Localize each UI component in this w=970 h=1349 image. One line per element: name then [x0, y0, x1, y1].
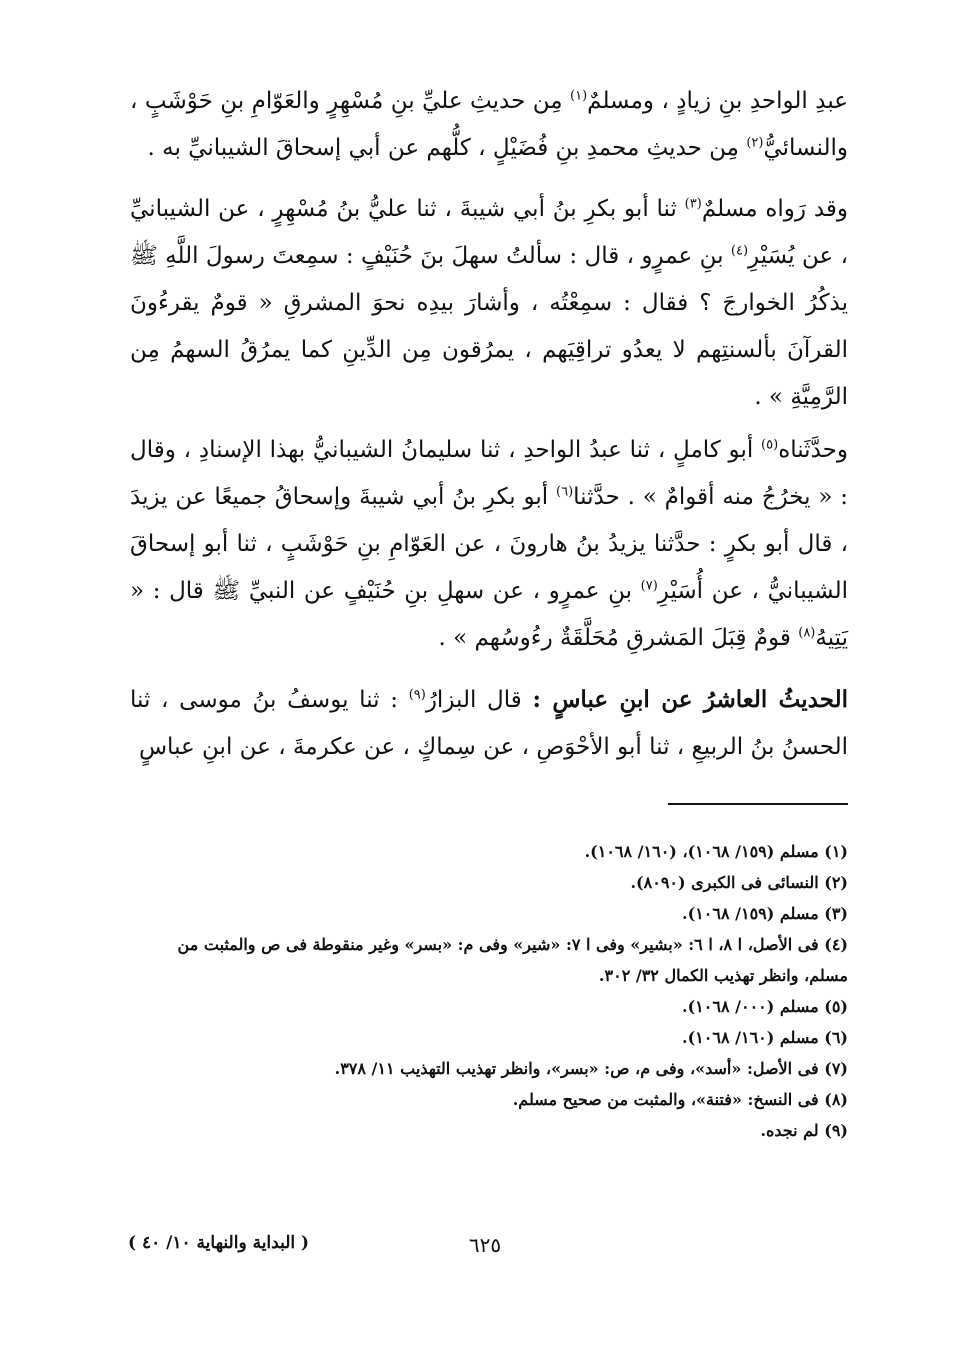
text-run: بنِ عمرٍو ، عن سهلِ بنِ حُنَيْفٍ عن النبيِّ ﷺ قال : « يَتِيهُ	[130, 578, 848, 651]
footnote-marker: (٢)	[746, 135, 764, 151]
paragraph-1	[130, 78, 848, 172]
footnote-marker: (١)	[570, 88, 588, 104]
text-run: ثنا أبو بكرِ بنُ أبي شيبةَ ، ثنا عليُّ بنُ مُسْهِرٍ ، عن الشيبانيِّ ، عن يُسَيْرِ	[130, 196, 848, 269]
text-run: : ثنا يوسفُ بنُ موسى ، ثنا الحسنُ بنُ الربيعِ ، ثنا أبو الأحْوَصِ ، عن سِماكٍ ، عن عكرمةَ ، عن ابنِ عباسٍ	[130, 687, 848, 760]
footnote-separator	[668, 803, 848, 805]
footnote-9: (٩) لم نجده.	[760, 1121, 848, 1140]
text-run: بنِ عمرٍو ، قال : سألتُ سهلَ بنَ حُنَيْفٍ : سمِعتَ رسولَ اللَّهِ ﷺ يذكُرُ الخوارجَ ؟ فقال : سمِعْتُه ، وأشارَ بيدِه نحوَ المشرقِ « قومٌ يقرءُونَ القرآنَ بألسنتِهم لا يعدُو تراقِيَهم ، يمرُقون مِن الدِّينِ كما يمرُقُ السهمُ مِن الرَّمِيَّةِ » .	[130, 243, 848, 410]
text-run: قومٌ قِبَلَ المَشرقِ مُحَلَّقَةٌ رءُوسُهم » .	[438, 625, 799, 651]
footnote-6: (٦) مسلم (١٦٠/ ١٠٦٨).	[682, 1028, 848, 1047]
footnote-marker: (٥)	[761, 437, 779, 453]
footnote-8: (٨) فى النسخ: «فتنة»، والمثبت من صحيح مسلم.	[512, 1090, 848, 1109]
paragraph-4	[130, 676, 848, 771]
footnote-marker: (٣)	[684, 196, 702, 212]
footnote-4: (٤) فى الأصل، ا ٨، ا ٦: «بشير» وفى ا ٧: «شير» وفى م: «بسر» وغير منقوطة فى ص والمثبت من مسلم، وانظر تهذيب الكمال ٣٢/ ٣٠٢.	[177, 935, 848, 985]
footnote-3: (٣) مسلم (١٥٩/ ١٠٦٨).	[682, 904, 848, 923]
main-text	[130, 78, 848, 771]
hadith-heading: الحديثُ العاشرُ عن ابنِ عباسٍ :	[532, 686, 848, 713]
text-run: وحدَّثَناه	[778, 437, 848, 463]
paragraph-3	[130, 427, 848, 662]
text-run: مِن حديثِ محمدِ بنِ فُضَيْلٍ ، كلُّهم عن أبي إسحاقَ الشيبانيِّ به .	[147, 135, 747, 161]
text-run: مِن حديثِ عليِّ بنِ مُسْهِرٍ والعَوّامِ بنِ حَوْشَبٍ ، والنسائيُّ	[130, 88, 848, 161]
footnote-marker: (٦)	[556, 484, 574, 500]
footnote-marker: (٩)	[408, 687, 426, 703]
footnote-1: (١) مسلم (١٥٩/ ١٠٦٨)، (١٦٠/ ١٠٦٨).	[584, 842, 848, 861]
footnote-marker: (٨)	[798, 625, 816, 641]
footnotes	[130, 836, 848, 1146]
text-run: وقد رَواه مسلمٌ	[701, 196, 848, 222]
footnote-2: (٢) النسائى فى الكبرى (٨٠٩٠).	[630, 873, 848, 892]
paragraph-2	[130, 186, 848, 421]
page-number: ٦٢٥	[468, 1233, 502, 1257]
text-run: أبو كاملٍ ، ثنا عبدُ الواحدِ ، ثنا سليمانُ الشيبانيُّ بهذا الإسنادِ ، وقال : « يخرُجُ منه أقوامٌ » . حدَّثنا	[130, 437, 848, 510]
text-run: أبو بكرِ بنُ أبي شيبةَ وإسحاقُ جميعًا عن يزيدَ ، قال أبو بكرٍ : حدَّثنا يزيدُ بنُ هارونَ ، عن العَوّامِ بنِ حَوْشَبٍ ، ثنا أبو إسحاقَ الشيبانيُّ ، عن أُسَيْرِ	[130, 484, 848, 604]
footnote-5: (٥) مسلم (٠٠٠/ ١٠٦٨).	[682, 997, 848, 1016]
text-run: قال البزارُ	[425, 687, 533, 713]
text-run: عبدِ الواحدِ بنِ زيادٍ ، ومسلمٌ	[587, 88, 848, 114]
footnote-7: (٧) فى الأصل: «أسد»، وفى م، ص: «بسر»، وانظر تهذيب التهذيب ١١/ ٣٧٨.	[334, 1059, 848, 1078]
footnote-marker: (٧)	[640, 578, 658, 594]
volume-reference: ( البداية والنهاية ١٠/ ٤٠ )	[128, 1233, 310, 1253]
footnote-marker: (٤)	[730, 243, 749, 259]
